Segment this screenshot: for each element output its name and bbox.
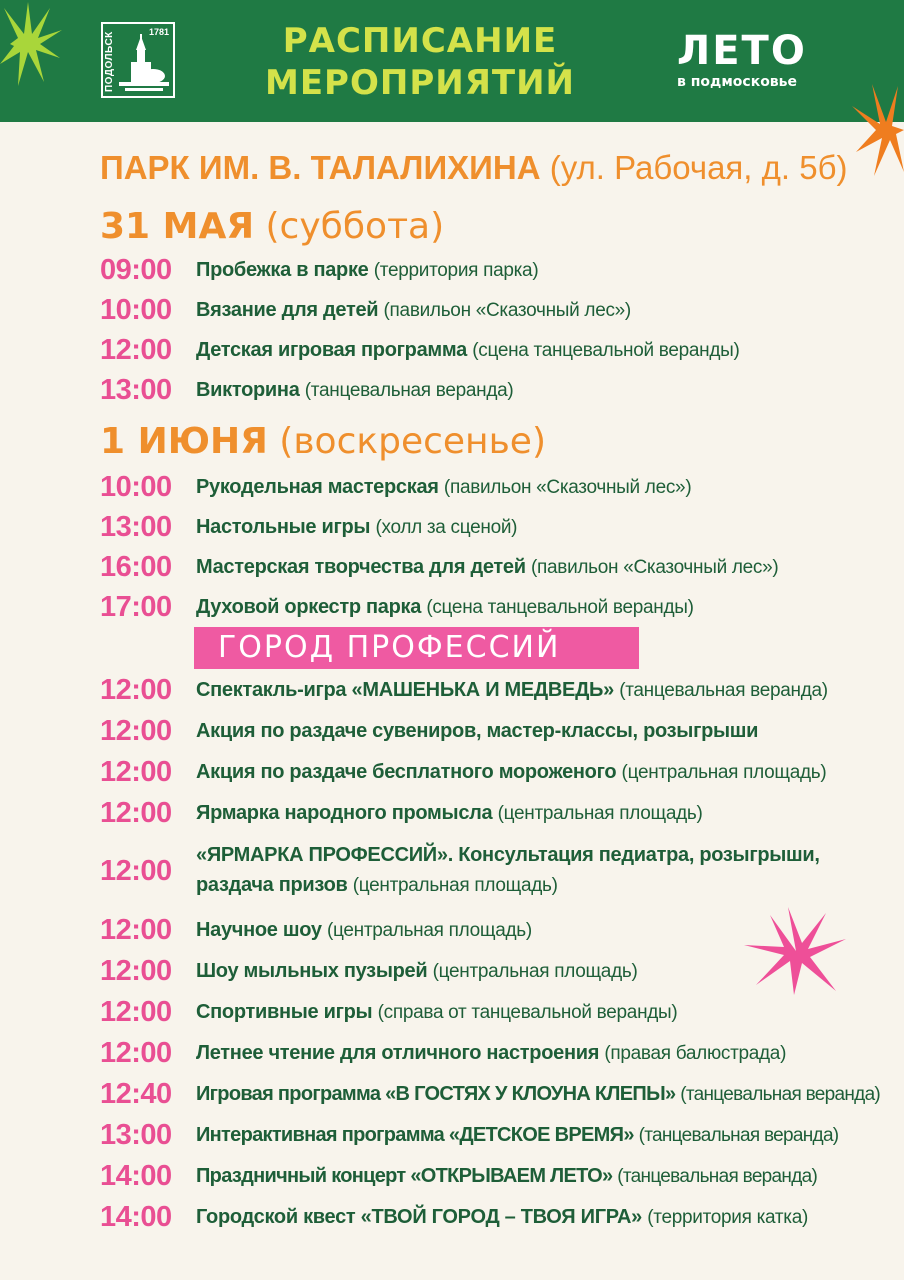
event-details — [196, 951, 900, 991]
section-banner-label: ГОРОД ПРОФЕССИЙ — [218, 630, 561, 665]
event-place: (центральная площадь) — [352, 875, 558, 896]
event-time: 12:00 — [100, 334, 172, 366]
event-row — [0, 507, 904, 547]
event-details — [196, 1156, 900, 1196]
event-details — [196, 910, 900, 950]
event-details — [196, 250, 900, 290]
weekday-label: (суббота) — [265, 206, 445, 247]
event-details — [196, 711, 900, 751]
event-time: 12:00 — [100, 797, 172, 829]
event-row — [0, 951, 904, 991]
event-title: Духовой оркестр парка — [196, 596, 422, 618]
event-place: (павильон «Сказочный лес») — [443, 477, 692, 498]
event-title: Спортивные игры — [196, 1001, 373, 1023]
event-details — [196, 840, 874, 910]
event-row — [0, 1197, 904, 1237]
event-row — [0, 670, 904, 710]
event-time: 14:00 — [100, 1201, 172, 1233]
event-place: (правая балюстрада) — [604, 1043, 787, 1064]
event-details — [196, 670, 900, 710]
event-title: Праздничный концерт «ОТКРЫВАЕМ ЛЕТО» — [196, 1165, 613, 1187]
event-details — [196, 370, 900, 410]
event-place: (танцевальная веранда) — [680, 1084, 881, 1105]
event-row — [0, 711, 904, 751]
event-place: (танцевальная веранда) — [617, 1166, 818, 1187]
event-time: 14:00 — [100, 1160, 172, 1192]
event-time: 10:00 — [100, 471, 172, 503]
event-details — [196, 1115, 900, 1155]
event-details — [196, 1033, 900, 1073]
event-details — [196, 467, 900, 507]
event-title: Шоу мыльных пузырей — [196, 960, 428, 982]
event-row — [0, 250, 904, 290]
event-details — [196, 1074, 900, 1114]
starburst-orange-icon — [852, 82, 904, 178]
event-title: Настольные игры — [196, 516, 371, 538]
event-place: (сцена танцевальной веранды) — [426, 597, 694, 618]
event-row — [0, 1074, 904, 1114]
weekday-label: (воскресенье) — [279, 421, 546, 462]
date-label: 1 ИЮНЯ — [100, 421, 268, 462]
emblem-city-label: ПОДОЛЬСК — [104, 31, 115, 93]
event-place: (танцевальная веранда) — [619, 680, 828, 701]
event-title: Спектакль-игра «МАШЕНЬКА И МЕДВЕДЬ» — [196, 679, 614, 701]
event-row — [0, 910, 904, 950]
event-place: (центральная площадь) — [327, 920, 532, 941]
event-title: Игровая программа «В ГОСТЯХ У КЛОУНА КЛЕПЫ» — [196, 1083, 676, 1105]
event-time: 12:00 — [100, 955, 172, 987]
event-row — [0, 836, 904, 906]
venue-name: ПАРК ИМ. В. ТАЛАЛИХИНА — [100, 149, 541, 186]
event-time: 13:00 — [100, 511, 172, 543]
date-label: 31 МАЯ — [100, 206, 255, 247]
event-title: Викторина — [196, 379, 300, 401]
event-time: 09:00 — [100, 254, 172, 286]
event-title: Пробежка в парке — [196, 259, 369, 281]
event-time: 12:00 — [100, 674, 172, 706]
title-line-2: МЕРОПРИЯТИЙ — [265, 63, 575, 103]
event-time: 12:00 — [100, 1037, 172, 1069]
event-time: 13:00 — [100, 1119, 172, 1151]
brand-sub-text: в подмосковье — [677, 74, 798, 90]
event-title: Вязание для детей — [196, 299, 379, 321]
event-title: Акция по раздаче бесплатного мороженого — [196, 761, 617, 783]
event-row — [0, 547, 904, 587]
starburst-green-icon — [0, 0, 64, 90]
event-title: Ярмарка народного промысла — [196, 802, 493, 824]
event-title: Летнее чтение для отличного настроения — [196, 1042, 600, 1064]
event-details — [196, 752, 900, 792]
event-time: 12:00 — [100, 756, 172, 788]
date-heading — [100, 205, 444, 249]
event-title: Городской квест «ТВОЙ ГОРОД – ТВОЯ ИГРА» — [196, 1206, 642, 1228]
event-details — [196, 1197, 900, 1237]
brand-logo — [677, 30, 837, 90]
event-time: 12:40 — [100, 1078, 172, 1110]
date-heading — [100, 420, 546, 464]
event-title: «ЯРМАРКА ПРОФЕССИЙ». Консультация педиатра, розыгрыши, раздача призов — [196, 844, 820, 896]
event-place: (холл за сценой) — [375, 517, 518, 538]
event-place: (сцена танцевальной веранды) — [472, 340, 740, 361]
event-details — [196, 507, 900, 547]
event-time: 12:00 — [100, 914, 172, 946]
event-row — [0, 290, 904, 330]
event-place: (павильон «Сказочный лес») — [383, 300, 631, 321]
section-banner — [194, 627, 639, 669]
event-place: (территория катка) — [647, 1207, 808, 1228]
event-place: (павильон «Сказочный лес») — [531, 557, 779, 578]
event-time: 10:00 — [100, 294, 172, 326]
event-row — [0, 793, 904, 833]
event-place: (территория парка) — [373, 260, 539, 281]
brand-main-text: ЛЕТО — [677, 28, 807, 74]
venue-address: (ул. Рабочая, д. 5б) — [549, 149, 848, 186]
emblem-year-label: 1781 — [148, 27, 169, 37]
event-time: 17:00 — [100, 591, 172, 623]
event-title: Интерактивная программа «ДЕТСКОЕ ВРЕМЯ» — [196, 1124, 634, 1146]
event-details — [196, 793, 900, 833]
event-row — [0, 992, 904, 1032]
event-time: 12:00 — [100, 715, 172, 747]
venue-heading — [100, 148, 847, 188]
event-time: 13:00 — [100, 374, 172, 406]
church-icon — [117, 34, 171, 96]
event-row — [0, 587, 904, 627]
event-title: Детская игровая программа — [196, 339, 467, 361]
event-title: Научное шоу — [196, 919, 322, 941]
event-title: Акция по раздаче сувениров, мастер-классы, розыгрыши — [196, 720, 759, 742]
event-row — [0, 1156, 904, 1196]
title-line-1: РАСПИСАНИЕ — [282, 21, 558, 61]
event-details — [196, 547, 900, 587]
event-row — [0, 370, 904, 410]
event-details — [196, 587, 900, 627]
event-details — [196, 992, 900, 1032]
event-place: (справа от танцевальной веранды) — [377, 1002, 678, 1023]
event-details — [196, 290, 900, 330]
event-title: Рукодельная мастерская — [196, 476, 439, 498]
event-place: (центральная площадь) — [432, 961, 638, 982]
event-place: (танцевальная веранда) — [304, 380, 514, 401]
event-row — [0, 1115, 904, 1155]
event-time: 16:00 — [100, 551, 172, 583]
city-emblem — [101, 22, 175, 98]
header-bar — [0, 0, 904, 122]
event-place: (центральная площадь) — [497, 803, 703, 824]
event-time: 12:00 — [100, 855, 172, 887]
event-place: (танцевальная веранда) — [638, 1125, 839, 1146]
event-place: (центральная площадь) — [621, 762, 827, 783]
event-details — [196, 330, 900, 370]
event-title: Мастерская творчества для детей — [196, 556, 526, 578]
event-row — [0, 1033, 904, 1073]
event-row — [0, 752, 904, 792]
event-row — [0, 467, 904, 507]
event-time: 12:00 — [100, 996, 172, 1028]
page-title — [250, 20, 590, 104]
event-row — [0, 330, 904, 370]
